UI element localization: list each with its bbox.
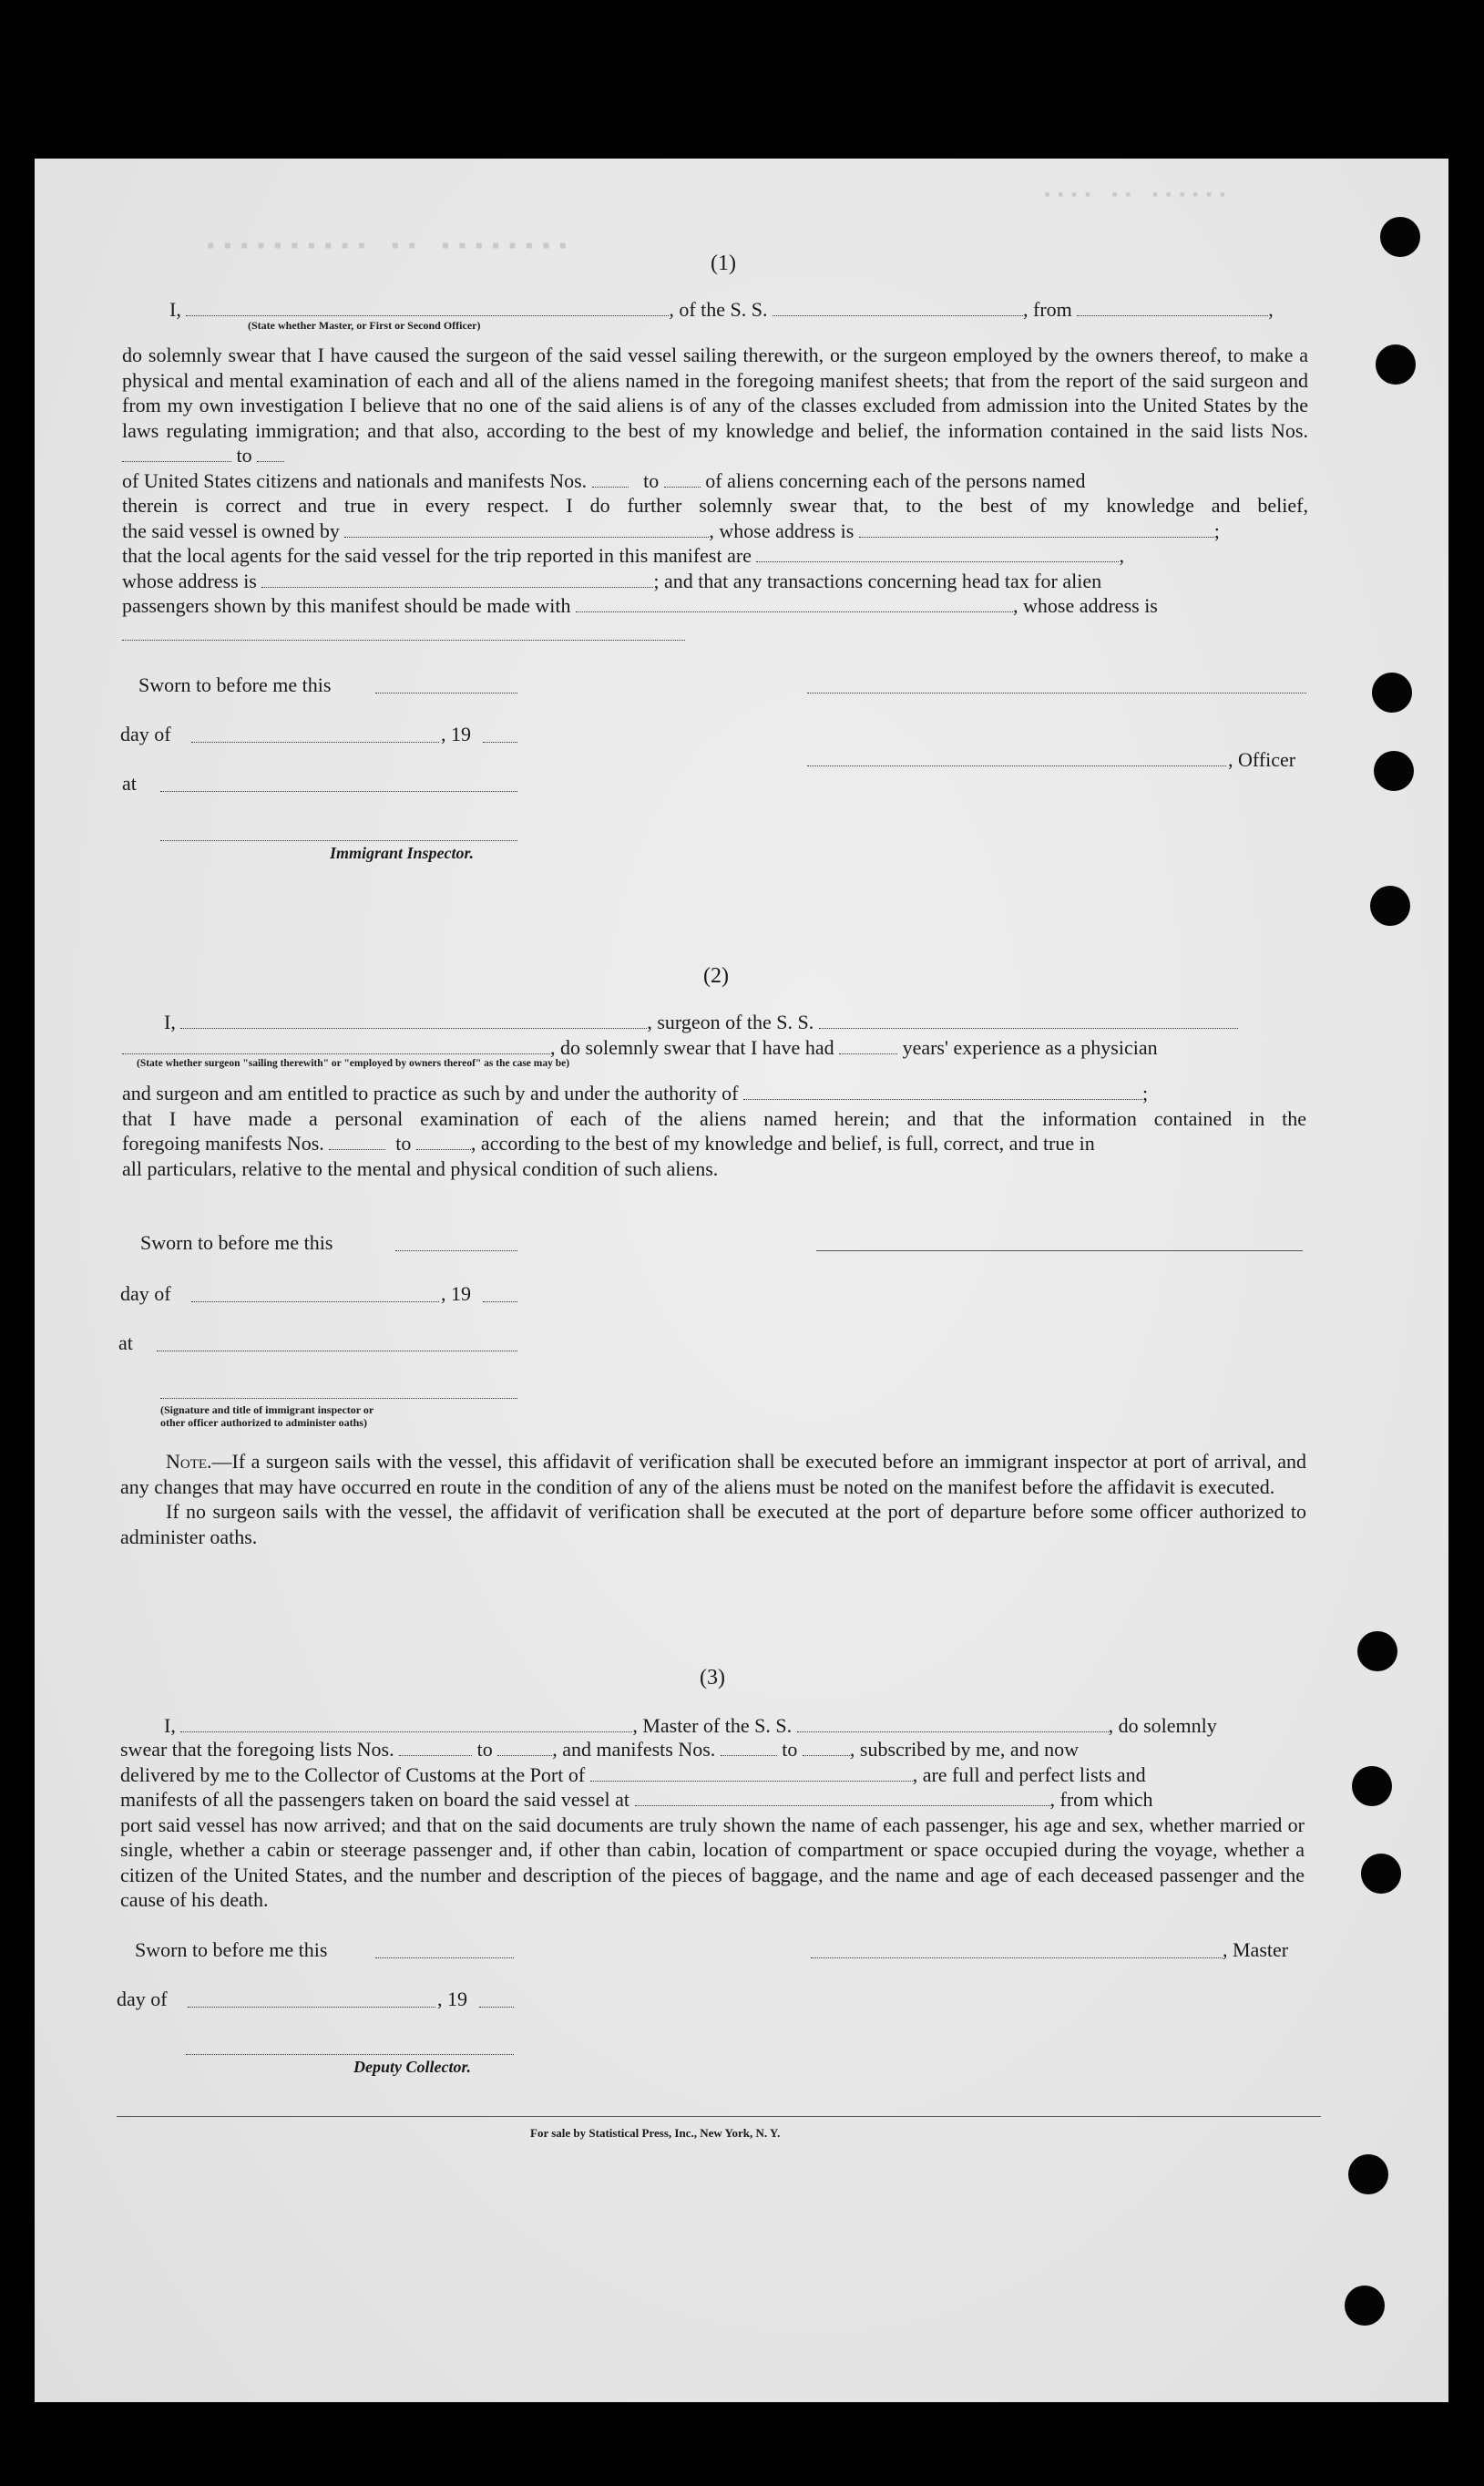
punch-hole (1380, 217, 1420, 257)
sec1-line1-prefix: I, (169, 298, 181, 321)
note-body-2: If no surgeon sails with the vessel, the affidavit of verification shall be executed at the port of departure before some officer authorized to administer oaths. (120, 1500, 1306, 1548)
sec3-manifests-text: , and manifests Nos. (552, 1738, 716, 1761)
agent-address-field[interactable] (261, 570, 653, 588)
sec1-aliens-text: of aliens concerning each of the persons named (705, 468, 1086, 492)
sec2-status-note: (State whether surgeon "sailing therewith" or "employed by owners thereof" as the case may be) (137, 1058, 570, 1069)
sec2-sworn-label: Sworn to before me this (140, 1231, 333, 1254)
owner-address-field[interactable] (859, 520, 1214, 538)
sec2-manifests-text: foregoing manifests Nos. (122, 1132, 324, 1155)
sec3-master-label: , Master (1223, 1938, 1289, 1961)
manifests-to-field[interactable] (664, 470, 701, 488)
years-experience-field[interactable] (839, 1037, 897, 1054)
sec3-year-field[interactable] (479, 2007, 514, 2008)
officer-name-field[interactable] (186, 299, 669, 316)
sec1-owner-address-label: , whose address is (709, 519, 855, 542)
manifests-from-field[interactable] (592, 470, 629, 488)
sec2-surgeon-signature-line[interactable] (816, 1250, 1303, 1251)
sec3-deputy-signature-field[interactable] (186, 2054, 514, 2055)
sec1-line1 (169, 297, 1274, 322)
sec1-whose-address: whose address is (122, 569, 257, 592)
punch-hole (1352, 1766, 1392, 1806)
sec3-line1 (164, 1713, 1217, 1738)
sec2-line1 (164, 1010, 1238, 1034)
sec1-oath-text (122, 343, 1308, 468)
sec2-authority-text: and surgeon and am entitled to practice as such by and under the authority of (122, 1082, 739, 1104)
sec1-day-of-label: day of (120, 723, 171, 745)
sec3-day-of-label: day of (117, 1988, 168, 2010)
sec3-sworn-label: Sworn to before me this (135, 1938, 328, 1961)
note-body-1: —If a surgeon sails with the vessel, this affidavit of verification shall be executed before an immigrant inspector at port of arrival, and any changes that may have occurred en route in the condition of any of the aliens must be noted on the manifest before the affidavit is executed. (120, 1450, 1306, 1498)
sec1-semicolon: ; (1213, 519, 1220, 542)
punch-hole (1345, 2286, 1385, 2326)
sec2-line-examination: that I have made a personal examination of each of the aliens named herein; and that the information contained in the (122, 1106, 1306, 1130)
sec3-taken-text: manifests of all the passengers taken on board the said vessel at (120, 1788, 630, 1811)
sec2-ship-field[interactable] (819, 1012, 1238, 1029)
sec2-paragraph (122, 1081, 1306, 1181)
sec3-sworn-day-field[interactable] (375, 1957, 514, 1958)
sec1-whose-address-2: , whose address is (1013, 594, 1158, 617)
sec1-passengers-text: passengers shown by this manifest should be made with (122, 594, 571, 617)
punch-hole (1370, 886, 1410, 926)
sec3-from-which: , from which (1049, 1788, 1153, 1811)
sec3-ship-field[interactable] (797, 1715, 1109, 1732)
master-name-field[interactable] (180, 1715, 632, 1732)
sec1-line-agents (122, 543, 1308, 569)
sec2-at-label: at (118, 1331, 133, 1354)
port-of-arrival-field[interactable] (590, 1764, 913, 1782)
bleed-through: ▪▪▪▪▪▪▪▪ ▪▪ ▪▪▪▪▪▪▪▪▪▪ (200, 235, 569, 260)
footer-rule (117, 2116, 1321, 2117)
sec3-month-field[interactable] (188, 2007, 435, 2008)
sec2-signature-note-2: other officer authorized to administer oaths) (160, 1416, 367, 1429)
sec1-agents-text: that the local agents for the said vessel for the trip reported in this manifest are (122, 544, 752, 567)
sec1-officer-label: , Officer (1228, 748, 1296, 771)
sec2-day-of-label: day of (120, 1282, 171, 1305)
sec1-to: to (236, 444, 252, 467)
sec1-paragraph (122, 343, 1308, 619)
sec1-headtax-text: ; and that any transactions concerning head tax for alien (653, 569, 1102, 592)
sec1-at-field[interactable] (160, 791, 517, 792)
sec1-owned-by: the said vessel is owned by (122, 519, 340, 542)
section-2-heading: (2) (703, 964, 729, 988)
sec3-i: I, (164, 1714, 176, 1737)
sec1-line-correct: therein is correct and true in every respect. I do further solemnly swear that, to the best of my knowledge and belief, (122, 494, 1308, 517)
headtax-address-field[interactable] (122, 640, 685, 641)
sec1-line1-from: , from (1023, 298, 1072, 321)
sec3-deputy-label: Deputy Collector. (353, 2058, 471, 2076)
sec2-note-paragraph-1 (120, 1449, 1306, 1499)
sec3-full-lists-text: , are full and perfect lists and (912, 1762, 1146, 1786)
sec1-line-agent-address (122, 569, 1308, 594)
sec3-lists-from-field[interactable] (399, 1739, 472, 1756)
headtax-agent-field[interactable] (576, 595, 1013, 612)
authority-field[interactable] (743, 1083, 1142, 1100)
sec1-officer-title-field[interactable] (807, 765, 1226, 766)
agents-field[interactable] (756, 545, 1119, 562)
punch-hole (1376, 344, 1416, 385)
sec2-i: I, (164, 1011, 176, 1033)
sec1-year-label: , 19 (441, 723, 471, 745)
sec3-collector-text: delivered by me to the Collector of Customs at the Port of (120, 1762, 586, 1786)
sec2-swear-text: , do solemnly swear that I have had (550, 1036, 834, 1059)
sec3-master-of: , Master of the S. S. (632, 1714, 793, 1737)
sec3-to-1: to (476, 1738, 493, 1761)
sec2-line-particulars: all particulars, relative to the mental and physical condition of such aliens. (122, 1156, 719, 1180)
sec3-lists-text: swear that the foregoing lists Nos. (120, 1738, 394, 1761)
port-of-embarkation-field[interactable] (635, 1789, 1050, 1806)
sec1-year-field[interactable] (483, 742, 517, 743)
ship-name-field[interactable] (773, 299, 1023, 316)
sec3-lists-to-field[interactable] (497, 1739, 552, 1756)
sec3-do-solemnly: , do solemnly (1108, 1714, 1217, 1737)
sec1-sworn-label: Sworn to before me this (138, 673, 332, 696)
sec1-line1-comma: , (1268, 298, 1274, 321)
section-3-heading: (3) (700, 1666, 725, 1690)
punch-hole (1348, 2154, 1388, 2194)
punch-hole (1357, 1631, 1397, 1671)
lists-to-field[interactable] (257, 445, 284, 462)
sec1-line-owner (122, 519, 1308, 544)
sec2-line-authority (122, 1081, 1306, 1106)
sec1-manifests-to: to (643, 468, 660, 492)
sec1-month-field[interactable] (191, 742, 439, 743)
punch-hole (1374, 751, 1414, 791)
sec1-manifests-text: of United States citizens and nationals and manifests Nos. (122, 468, 588, 492)
sec1-line1-ss: , of the S. S. (669, 298, 768, 321)
bleed-through: ▪▪▪▪▪▪ ▪▪ ▪▪▪▪ (1039, 187, 1228, 205)
surgeon-status-field[interactable] (122, 1037, 550, 1054)
footer-imprint: For sale by Statistical Press, Inc., New York, N. Y. (530, 2126, 781, 2140)
sec2-line-manifests (122, 1131, 1306, 1156)
sec2-manifests-from-field[interactable] (329, 1133, 385, 1150)
port-from-field[interactable] (1077, 299, 1268, 316)
sec2-manifests-to-field[interactable] (416, 1133, 471, 1150)
sec2-inspector-signature-field[interactable] (160, 1398, 517, 1399)
note-label: Note. (166, 1450, 212, 1473)
sec1-officer-note: (State whether Master, or First or Second Officer) (248, 319, 481, 332)
sec2-to: to (395, 1132, 412, 1155)
sec1-line-passengers (122, 593, 1308, 619)
sec2-sworn-day-field[interactable] (395, 1250, 517, 1251)
sec2-note-paragraph-2 (120, 1499, 1306, 1549)
sec1-inspector-label: Immigrant Inspector. (330, 844, 475, 862)
sec1-line-manifests (122, 468, 1308, 494)
section-1-heading: (1) (711, 252, 736, 275)
sec1-at-label: at (122, 772, 137, 795)
sec3-year-label: , 19 (437, 1988, 467, 2010)
sec2-surgeon-of: , surgeon of the S. S. (647, 1011, 814, 1033)
punch-hole (1372, 673, 1412, 713)
sec3-to-2: to (782, 1738, 798, 1761)
sec2-semicolon: ; (1142, 1082, 1149, 1104)
lists-from-field[interactable] (122, 445, 231, 462)
sec3-manifests-to-field[interactable] (803, 1739, 850, 1756)
sec2-year-field[interactable] (483, 1301, 517, 1302)
sec3-subscribed-text: , subscribed by me, and now (849, 1738, 1080, 1761)
sec2-note (120, 1449, 1306, 1549)
sec2-line2 (122, 1035, 1158, 1060)
owner-field[interactable] (344, 520, 709, 538)
sec3-paragraph (120, 1737, 1305, 1913)
sec3-master-signature-field[interactable] (811, 1957, 1223, 1958)
sec3-line-taken-on-board (120, 1787, 1305, 1813)
surgeon-name-field[interactable] (180, 1012, 647, 1029)
sec2-year-label: , 19 (441, 1282, 471, 1305)
sec1-oath-body: do solemnly swear that I have caused the surgeon of the said vessel sailing therewith, or the surgeon employed by the owners thereof, to make a physical and mental examination of each and all of the aliens named in the foregoing manifest sheets; that from the report of the said surgeon and from my own investigation I believe that no one of the said aliens is of any of the classes excluded from admission into the United States by the laws regulating immigration; and that also, according to the best of my knowledge and belief, the information contained in the said lists Nos. (122, 344, 1308, 442)
sec2-signature-note-1: (Signature and title of immigrant inspector or (160, 1403, 374, 1416)
punch-hole (1361, 1854, 1401, 1894)
sec2-full-correct-text: , according to the best of my knowledge and belief, is full, correct, and true in (470, 1132, 1095, 1155)
sec1-inspector-signature-field[interactable] (160, 840, 517, 841)
sec3-manifests-from-field[interactable] (721, 1739, 777, 1756)
sec3-line-lists (120, 1737, 1305, 1762)
sec2-years-text: years' experience as a physician (902, 1036, 1158, 1059)
sec3-line-collector (120, 1762, 1305, 1788)
sec1-comma: , (1119, 544, 1124, 567)
sec2-month-field[interactable] (191, 1301, 439, 1302)
sec3-line-rest: port said vessel has now arrived; and that on the said documents are truly shown the name of each passenger, his age and sex, whether married or single, whether a cabin or steerage passenger and, if other than cabin, location of compartment or space occupied during the voyage, whether a citizen of the United States, and the number and description of the pieces of baggage, and the name and age of each deceased passenger and the cause of his death. (120, 1813, 1305, 1911)
